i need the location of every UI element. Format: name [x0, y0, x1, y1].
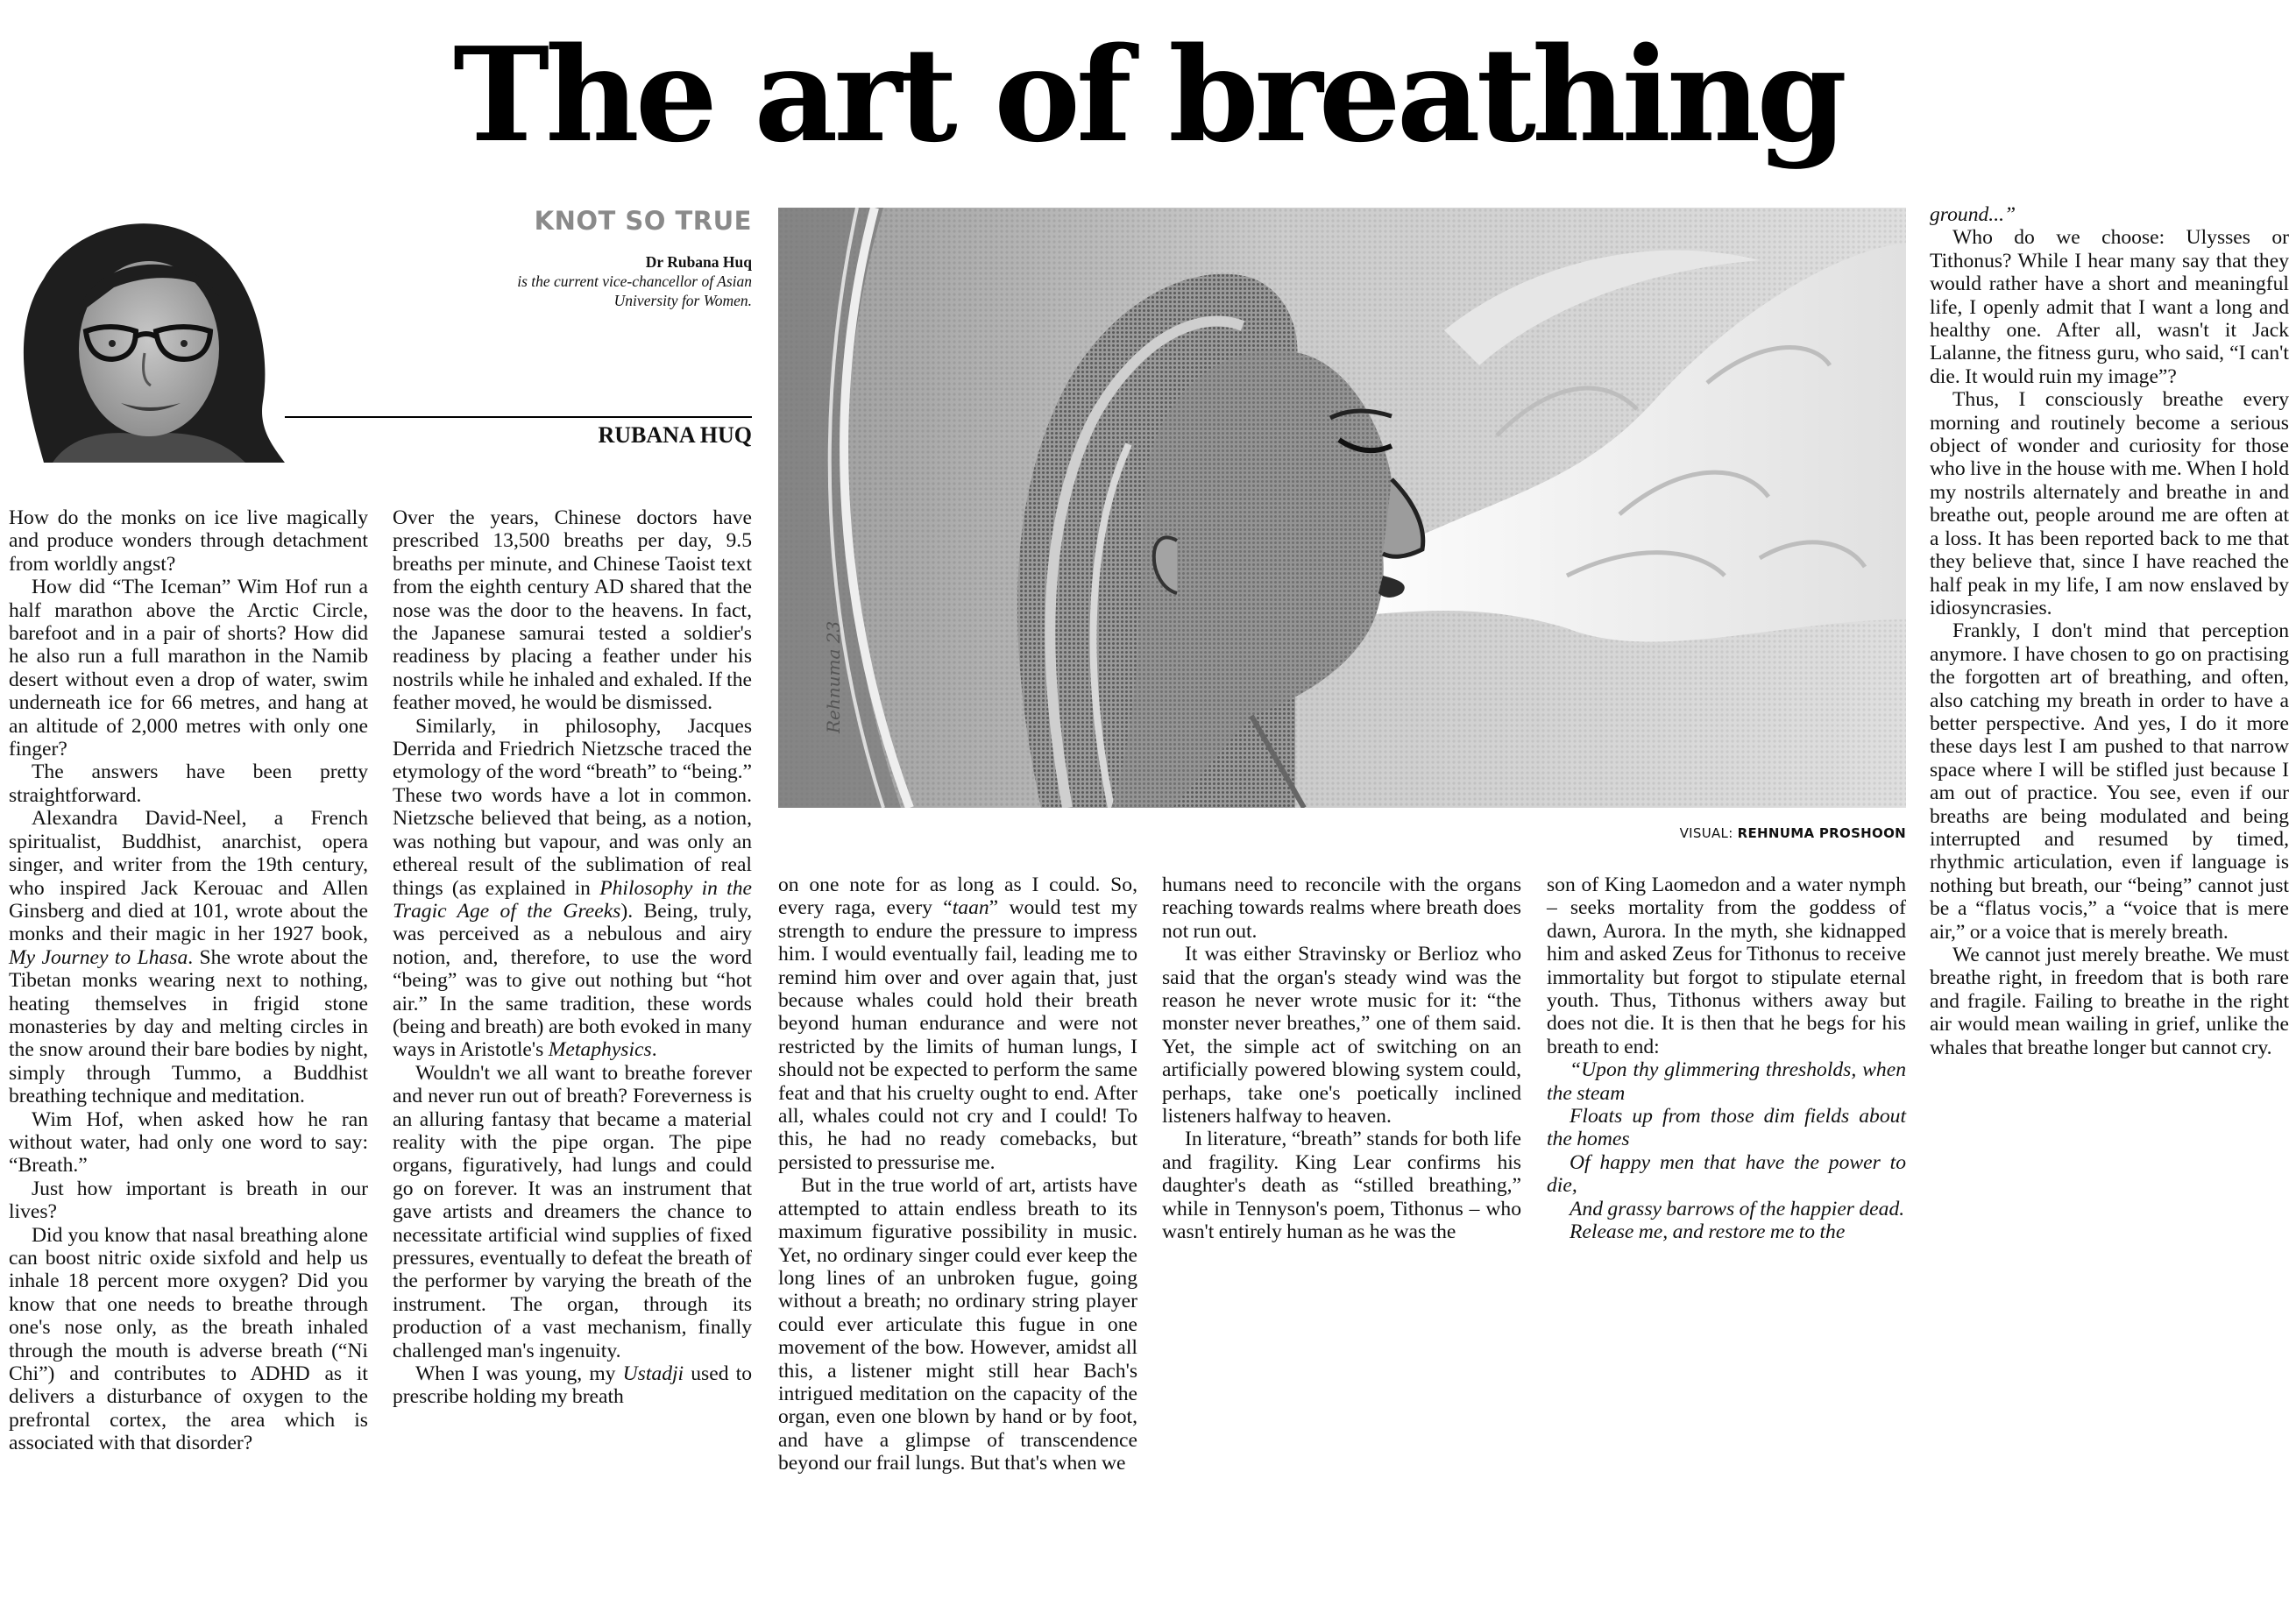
text-run: used to prescribe holding my breath — [393, 1362, 752, 1409]
paragraph: In literature, “breath” stands for both life and fragility. King Lear confirms his daughter's death as “stilled breathing,” while in Tennyson's poem, Tithonus – who wasn't entirely human as he was the — [1162, 1128, 1521, 1244]
paragraph: Did you know that nasal breathing alone can boost nitric oxide sixfold and help us inhale 18 percent more oxygen? Did you know that one needs to breathe through one's nose only, as the breath inhaled through the mouth is adverse breath (“Ni Chi”) and contributes to ADHD as it delivers a disturbance of oxygen to the prefrontal cortex, the area which is associated with that disorder? — [9, 1223, 368, 1455]
paragraph: humans need to reconcile with the organs reaching towards realms where breath does not run out. — [1162, 874, 1521, 943]
article-column-3 — [778, 874, 1137, 1475]
paragraph: Wim Hof, when asked how he ran without water, had only one word to say: “Breath.” — [9, 1107, 368, 1178]
author-bio — [456, 252, 752, 310]
paragraph: It was either Stravinsky or Berlioz who said that the organ's steady wind was the reason he never wrote music for it: “the monster never breathes,” one of them said. Yet, the simple act of switching on an artificially powered blowing system could, perhaps, take one's poetically inclined listeners halfway to heaven. — [1162, 943, 1521, 1128]
text-run: When I was young, my — [415, 1362, 616, 1386]
book-title: Metaphysics — [548, 1038, 652, 1062]
article-column-6 — [1930, 203, 2289, 1059]
article-column-5 — [1547, 874, 1906, 1244]
author-portrait — [9, 200, 285, 463]
paragraph: Over the years, Chinese doctors have prescribed 13,500 breaths per day, 9.5 breaths per minute, and Chinese Taoist text from the eighth century AD shared that the nose was the door to the heavens. In fact, the Japanese samurai tested a soldier's readiness by placing a feather under his nostrils while he inhaled and exhaled. If the feather moved, he would be dismissed. — [393, 506, 752, 715]
text-run: ” would test my strength to endure the pressure to impress him. I would eventually fail, leading me to remind him over and over again that, just because whales could hold their breath beyond human endurance and were not restricted by the limits of human lungs, I should not be expected to perform the same feat and that his cruelty ought to end. After all, whales could not cry and I could! To this, he had no ready comebacks, but persisted to pressurise me. — [778, 896, 1137, 1174]
article-column-2 — [393, 506, 752, 1409]
paragraph: The answers have been pretty straightforward. — [9, 760, 368, 807]
poem-line: Of happy men that have the power to die, — [1547, 1150, 1906, 1198]
paragraph: We cannot just merely breathe. We must breathe right, in freedom that is both rare and fragile. Failing to breathe in the right air would mean wailing in grief, unlike the whales that breathe longer but cannot cry. — [1930, 944, 2289, 1059]
article-column-4 — [1162, 874, 1521, 1244]
paragraph: Thus, I consciously breathe every morning and routinely become a serious object of wonder and curiosity for those who live in the house with me. When I hold my nostrils alternately and breathe in and breathe out, people around me are often at a loss. It has been reported back to me that they believe that, since I have reached the half peak in my life, I am now enslaved by idiosyncrasies. — [1930, 388, 2289, 619]
credit-label: VISUAL: — [1679, 825, 1733, 841]
paragraph: son of King Laomedon and a water nymph – seeks mortality from the goddess of dawn, Aurora. In the myth, she kidnapped him and asked Zeus for Tithonus to receive immortality but forgot to stipulate eternal youth. Thus, Tithonus withers away but does not die. It is then that he begs for his breath to end: — [1547, 874, 1906, 1058]
paragraph — [393, 715, 752, 1062]
text-run: . She wrote about the Tibetan monks wearing next to nothing, heating themselves in frigid stone monasteries by day and melting circles in the snow around their bare bodies by night, simply through Tummo, a Buddhist breathing technique and meditation. — [9, 945, 368, 1108]
book-title: Philosophy in the Tragic Age of the Greeks — [393, 876, 752, 923]
headline: The art of breathing — [453, 18, 1843, 171]
illustration-image — [778, 208, 1906, 808]
illustration — [778, 208, 1906, 808]
text-run: Alexandra David-Neel, a French spiritualist, Buddhist, anarchist, opera singer, and writer from the 19th century, who inspired Jack Kerouac and Allen Ginsberg and died at 101, wrote about the monks and their magic in her 1927 book, — [9, 807, 368, 946]
paragraph: But in the true world of art, artists have attempted to attain endless breath to its maximum figurative possibility in music. Yet, no ordinary singer could ever keep the long lines of an unbroken fugue, going without a breath; no ordinary string player could ever articulate this fugue in one movement of the bow. However, amidst all this, a listener might still hear Bach's intrigued meditation on the capacity of the organ, even one blown by hand or by foot, and have a glimpse of transcendence beyond our frail lungs. But that's when we — [778, 1174, 1137, 1475]
poem-line: ground...” — [1930, 203, 2016, 226]
poem-line: Release me, and restore me to the — [1570, 1220, 1846, 1244]
text-run: Similarly, in philosophy, Jacques Derrida and Friedrich Nietzsche traced the etymology of the word “breath” to “being.” These two words have a lot in common. Nietzsche believed that being, as a notion, was nothing but vapour, and was only an ethereal result of the sublimation of real things (as explained in — [393, 714, 752, 900]
poem-line: Floats up from those dim fields about the homes — [1547, 1105, 1906, 1151]
illustration-credit — [1490, 825, 1906, 841]
byline-rule — [285, 416, 752, 418]
paragraph — [393, 1362, 752, 1409]
credit-name: REHNUMA PROSHOON — [1737, 825, 1906, 841]
column-name: KNOT SO TRUE — [534, 206, 752, 236]
text-run: on one note for as long as I could. So, every raga, every “ — [778, 874, 1137, 920]
italic-term: taan — [952, 896, 989, 920]
text-run: ). Being, truly, was perceived as a nebulous and airy notion, and, therefore, to use the word “being” was to give out nothing but “hot air.” In the same tradition, these words (being and breath) are both evoked in many ways in Aristotle's — [393, 899, 752, 1062]
poem-line: “Upon thy glimmering thresholds, when the steam — [1547, 1058, 1906, 1105]
paragraph: How did “The Iceman” Wim Hof run a half marathon above the Arctic Circle, barefoot and in a pair of shorts? How did he also run a full marathon in the Namib desert without even a drop of water, swim underneath ice for 66 metres, and hang at an altitude of 2,000 metres with only one finger? — [9, 576, 368, 761]
paragraph: Frankly, I don't mind that perception anymore. I have chosen to go on practising the forgotten art of breathing, and often, also catching my breath in order to have a better perspective. And yes, I do it more these days lest I am pushed to that narrow space where I will be stifled just because I am out of practice. You see, even if our breaths are being modulated and being interrupted and resumed by timed, rhythmic articulation, even if language is nothing but breath, our “being” cannot just be a “flatus vocis,” a “voice that is mere air,” or a voice that is merely breath. — [1930, 619, 2289, 944]
illustration-signature: Rehnuma 23 — [823, 620, 844, 733]
byline: RUBANA HUQ — [598, 422, 752, 448]
bio-description: is the current vice-chancellor of Asian University for Women. — [517, 272, 752, 309]
article-column-1 — [9, 506, 368, 1455]
bio-name: Dr Rubana Huq — [645, 253, 752, 271]
paragraph: Just how important is breath in our lives? — [9, 1177, 368, 1224]
paragraph — [778, 874, 1137, 1174]
portrait-image — [9, 200, 285, 463]
paragraph: How do the monks on ice live magically and produce wonders through detachment from worldly angst? — [9, 506, 368, 576]
italic-term: Ustadji — [622, 1362, 684, 1386]
paragraph: Wouldn't we all want to breathe forever and never run out of breath? Foreverness is an alluring fantasy that became a material reality with the pipe organ. The pipe organs, figuratively, had lungs and could go on forever. It was an instrument that gave artists and dreamers the chance to necessitate artificial wind supplies of fixed pressures, eventually to defeat the breath of the performer by varying the breath of the instrument. The organ, through its production of a vast mechanism, finally challenged man's ingenuity. — [393, 1061, 752, 1362]
poem-line: And grassy barrows of the happier dead. — [1570, 1197, 1905, 1220]
book-title: My Journey to Lhasa — [9, 945, 188, 969]
text-run: . — [651, 1038, 657, 1062]
paragraph — [9, 807, 368, 1107]
paragraph: Who do we choose: Ulysses or Tithonus? While I hear many say that they would rather have a short and meaningful life, I openly admit that I want a long and healthy one. After all, wasn't it Jack Lalanne, the fitness guru, who said, “I can't die. It would ruin my image”? — [1930, 226, 2289, 388]
